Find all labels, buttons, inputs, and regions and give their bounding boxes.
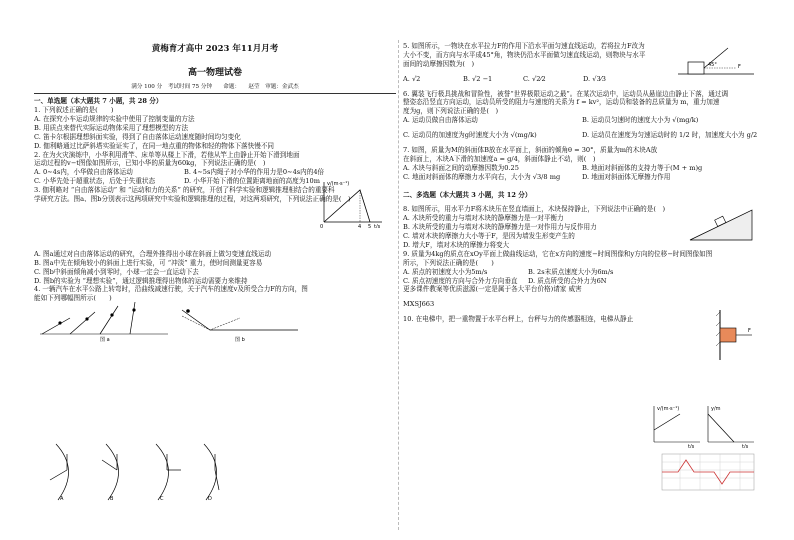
q3-figure-a-caption: 图 a	[100, 337, 110, 342]
q8-option-c: C. 墙对木块的摩擦力大小等于F，是因为墙发生形变产生的	[403, 232, 575, 241]
q9-option-b: B. 2s末质点速度大小为6m/s	[528, 267, 614, 276]
q9-graph1-xlabel: t/s	[688, 444, 695, 448]
q4-stem-1: 4. 一辆汽车在水平公路上转弯时，沿曲线减速行驶，关于汽车的速度v及所受合力F的方向，图	[34, 285, 308, 294]
q3-option-a: A. 图a通过对自由落体运动的研究，合理外推得出小球在斜面上做匀变速直线运动	[34, 249, 272, 258]
q2-graph-xlabel: t/s	[374, 224, 381, 228]
q5-option-a: A. √2	[403, 74, 421, 83]
q2-graph-ylabel: v/(m·s⁻¹)	[327, 181, 350, 187]
q3-option-d: D. 图b的实验为 “理想实验”，通过逻辑推理得出物体的运动需要力来维持	[34, 276, 248, 285]
q10-scale-graph	[660, 452, 756, 492]
q6-option-c: C. 运动员的加速度为g时速度大小为 √(mg/k)	[403, 131, 537, 140]
q5-stem-1: 5. 如图所示，一物块在水平拉力F的作用下沿水平面匀速直线运动，若将拉力F改为	[403, 42, 645, 50]
q3-stem-1: 3. 伽利略对 “自由落体运动” 和 “运动和力的关系” 的研究，开创了科学实验和逻辑推理相结合的重要科	[34, 186, 335, 195]
column-divider	[398, 40, 399, 530]
q4-figure-a	[50, 444, 69, 502]
q2-option-b: B. 4∼5s内绳子对小华的作用力是0∼4s内的4倍	[184, 168, 325, 177]
q2-stem-1: 2. 在为火灾演练中，小华利用滑竿、床单等从楼上下滑，若他从竿上由静止开始下滑到地面	[34, 150, 300, 159]
left-column	[34, 0, 396, 303]
q9-option-c: C. 质点初速度的方向与合外力方向垂直	[403, 276, 518, 285]
q2-option-a: A. 0∼4s内，小华做自由落体运动	[34, 168, 133, 177]
q9-graph2-ylabel: y/m	[711, 406, 721, 412]
q9-stem-1: 9. 质量为4kg的质点在xOy平面上做曲线运动，它在x方向的速度−时间图像和y方向的位移−时间图像如图	[403, 249, 713, 258]
q1-option-a: A. 在探究小车运动规律的实验中使用了控制变量的方法	[34, 114, 195, 123]
right-column	[403, 42, 761, 324]
q8-force-label: F	[748, 328, 751, 334]
q7-incline-figure	[686, 204, 756, 244]
q3-figure-b	[180, 300, 300, 342]
q7-option-a: A. 木块与斜面之间的动摩擦因数为0.25	[403, 163, 519, 172]
q1-stem: 1. 下列叙述正确的是( )	[34, 106, 114, 115]
q9-graph1-ylabel: v/(m·s⁻¹)	[657, 406, 680, 412]
q4-option-a-label: A	[60, 496, 64, 502]
q4-figure-c	[156, 444, 181, 502]
q3-figure-b-caption: 图 b	[235, 337, 245, 342]
q3-stem-2: 学研究方法。图a、图b分别表示这两项研究中实验和逻辑推理的过程，对这两项研究，下列说法正确的是( )	[34, 194, 351, 203]
q2-stem-2: 运动过程的v−t图像如图所示，已知小华的质量为60kg，下列说法正确的是( )	[34, 159, 266, 168]
q6-option-d: D. 运动员在速度为匀速运动时的 1/2 时，加速度大小为 g/2	[582, 131, 758, 140]
q6-stem-1: 6. 翼装飞行极具挑战和冒险性，被誉“世界极限运动之最”。在某次运动中，运动员从悬崖边由静止下落，通过调	[403, 89, 729, 98]
q8-option-d: D. 增大F，墙对木块的摩擦力将变大	[403, 241, 510, 250]
q1-option-b: B. 用质点来替代实际运动物体采用了理想模型的方法	[34, 123, 189, 132]
q4-option-b-label: B	[110, 496, 114, 502]
q4-figures	[36, 440, 236, 502]
q5-angle-label: 45°	[708, 62, 717, 68]
q2-option-d: D. 小华开始下滑的位置距离地面的高度为10m	[184, 177, 320, 186]
q5-force-label: F	[738, 64, 741, 70]
q2-option-c: C. 小华先处于超重状态，后处于失重状态	[34, 177, 156, 186]
q6-option-b: B. 运动员匀速时的速度大小为 √(mg/k)	[582, 116, 699, 125]
q9-stem-2: 所示，下列说法正确的是( )	[403, 258, 494, 267]
q7-option-b: B. 地面对斜面体的支持力等于(M + m)g	[582, 163, 703, 172]
q5-stem-2: 大小不变，而方向与水平成45°角，物块仍沿水平面做匀速直线运动，则物块与水平	[403, 50, 646, 59]
school-title: 黄梅育才高中 2023 年11月月考	[151, 44, 279, 54]
ad-line: 更多课件教案等优质滋源(一定是属于各大平台价格)请家 威害	[403, 285, 582, 294]
q9-option-a: A. 质点的初速度大小为5m/s	[403, 267, 488, 276]
q9-graphs	[650, 404, 760, 448]
q5-option-b: B. √2 −1	[463, 74, 493, 83]
q7-option-c: C. 地面对斜面体的摩擦力水平向右，大小为 √3/8 mg	[403, 172, 561, 181]
q10-stem: 10. 在电梯中，把一重物置于水平台秤上，台秤与力的传感器相连，电梯从静止	[403, 315, 634, 324]
q4-figure-b	[102, 444, 119, 502]
q8-option-a: A. 木块所受的重力与墙对木块的静摩擦力是一对平衡力	[403, 214, 564, 223]
q4-figure-d	[204, 444, 219, 502]
q5-figure	[676, 44, 756, 80]
q7-stem-1: 7. 如图，质量为M的斜面体B放在水平面上，斜面的倾角θ = 30°，质量为m的木块A放	[403, 146, 658, 155]
q9-option-d: D. 质点所受的合外力为6N	[528, 276, 607, 285]
q6-stem-2: 整姿态沿竖直方向运动，运动员所受的阻力与速度的关系为 f = kv²，运动员和装备的总质量为 m，重力加速	[403, 98, 720, 107]
q7-option-d: D. 地面对斜面体无摩擦力作用	[582, 172, 671, 181]
q7-stem-2: 在斜面上，木块A下滑的加速度a = g/4，斜面体静止不动，则( )	[403, 154, 596, 163]
q2-graph-tick-0: 0	[320, 224, 324, 228]
ad-code: MXSJ663	[403, 300, 435, 309]
q2-graph-tick-4: 4	[358, 224, 362, 228]
q5-option-c: C. √2⁄2	[523, 74, 546, 83]
q6-stem-3: 度为g，则下列说法正确的是( )	[403, 107, 499, 116]
section-single-choice: 一、单选题（本大题共 7 小题，共 28 分）	[34, 97, 163, 106]
q4-option-c-label: C	[160, 496, 164, 502]
q8-wall-figure	[716, 310, 756, 360]
q8-stem: 8. 如图所示，用水平力F将木块压在竖直墙面上，木块保持静止，下列说法中正确的是( )	[403, 205, 666, 214]
q4-option-d-label: D	[208, 496, 212, 502]
q9-y-graph	[708, 406, 754, 448]
q3-figure-a	[40, 300, 170, 342]
exam-title: 高一物理试卷	[187, 68, 242, 79]
q1-option-c: C. 笛卡尔根据理想斜面实验，得到了自由落体运动速度随时间均匀变化	[34, 132, 241, 141]
q3-option-c: C. 图b中斜面倾角减小到零时，小球一定会一直运动下去	[34, 267, 199, 276]
exam-meta: 满分 100 分 考试时间 75 分钟 命题： 赵莹 审题：金武杰	[34, 84, 396, 95]
section-multi-choice: 二、多选题（本大题共 3 小题，共 12 分）	[403, 190, 532, 199]
q2-graph-tick-5: 5	[368, 224, 372, 228]
q4-stem-2: 能如下列哪幅图所示( )	[34, 294, 112, 303]
q9-vx-graph	[654, 406, 700, 448]
q9-graph2-xlabel: t/s	[742, 444, 749, 448]
q3-option-b: B. 图a中先在倾角较小的斜面上进行实验，可 “冲淡” 重力，使时间测量更容易	[34, 258, 263, 267]
q8-option-b: B. 木块所受的重力与墙对木块的静摩擦力是一对作用力与反作用力	[403, 223, 597, 232]
q1-option-d: D. 伽利略通过比萨斜塔实验证实了，在同一地点重的物体和轻的物体下落快慢不同	[34, 141, 275, 150]
q6-option-a: A. 运动员做自由落体运动	[403, 116, 478, 125]
q5-option-d: D. √3⁄3	[583, 74, 606, 83]
q5-stem-3: 面间的动摩擦因数为( )	[403, 59, 475, 68]
q2-vt-graph	[318, 178, 386, 228]
